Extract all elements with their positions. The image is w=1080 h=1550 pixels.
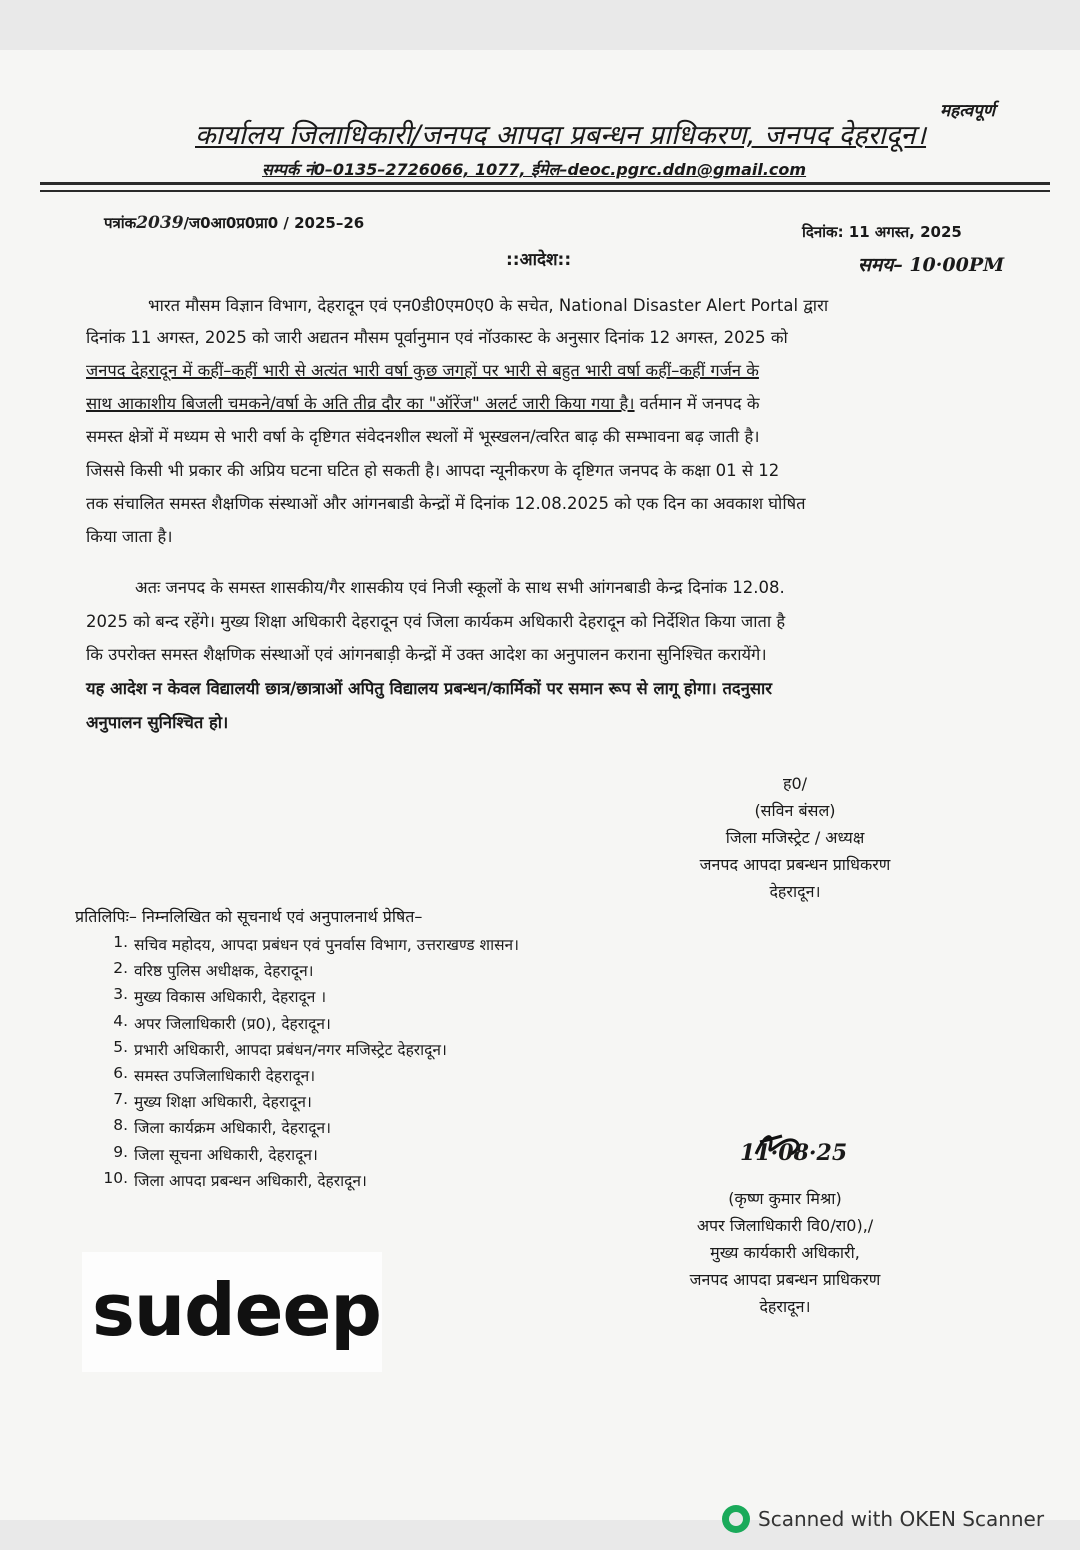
scanner-text: Scanned with OKEN Scanner (758, 1507, 1045, 1531)
cc-heading: प्रतिलिपिः– निम्नलिखित को सूचनार्थ एवं अनुपालनार्थ प्रेषित– (75, 907, 423, 926)
contact-line: सम्पर्क नं0–0135–2726066, 1077, ईमेल–deoc.pgrc.ddn@gmail.com (262, 160, 807, 179)
para1-line: किया जाता है। (86, 527, 173, 546)
signature-line: जनपद आपदा प्रबन्धन प्राधिकरण (689, 1270, 881, 1289)
signature-line: ह0/ (782, 774, 808, 793)
watermark-text: sudeep (92, 1268, 381, 1352)
signature-line: (कृष्ण कुमार मिश्रा) (728, 1189, 842, 1208)
signature-block-additional-dm (650, 1185, 920, 1320)
para1-line: जिससे किसी भी प्रकार की अप्रिय घटना घटित हो सकती है। आपदा न्यूनीकरण के दृष्टिगत जनपद के कक्षा 01 से 12 (86, 461, 780, 480)
cc-item-text: सचिव महोदय, आपदा प्रबंधन एवं पुनर्वास विभाग, उत्तराखण्ड शासन। (134, 936, 520, 954)
cc-item (100, 1064, 519, 1090)
signature-line: अपर जिलाधिकारी वि0/रा0),/ (696, 1216, 874, 1235)
cc-item (100, 933, 519, 959)
ref-prefix: पत्रांक (104, 214, 137, 232)
para2-line: अनुपालन सुनिश्चित हो। (86, 713, 229, 732)
cc-item-number: 7. (113, 1090, 128, 1109)
cc-item-text: जिला कार्यक्रम अधिकारी, देहरादून। (134, 1119, 332, 1138)
para1-line: जनपद देहरादून में कहीं–कहीं भारी से अत्यंत भारी वर्षा कुछ जगहों पर भारी से बहुत भारी वर्षा कहीं–कहीं गर्जन के (86, 361, 759, 380)
cc-item-text: जिला सूचना अधिकारी, देहरादून। (134, 1145, 318, 1164)
ref-suffix: /ज0आ0प्र0प्रा0 / 2025–26 (183, 214, 365, 232)
important-label: महत्वपूर्ण (940, 101, 996, 121)
para1-line: तक संचालित समस्त शैक्षणिक संस्थाओं और आंगनबाडी केन्द्रों में दिनांक 12.08.2025 को एक दिन का अवकाश घोषित (86, 494, 806, 513)
cc-item-text: वरिष्ठ पुलिस अधीक्षक, देहरादून। (134, 962, 314, 981)
signature-line: देहरादून। (769, 882, 821, 901)
reference-number (104, 213, 364, 233)
signature-date-scrawl: 11·08·25 (740, 1140, 848, 1166)
cc-item-number: 5. (113, 1037, 128, 1056)
order-date: दिनांक: 11 अगस्त, 2025 (802, 223, 962, 241)
cc-item-number: 2. (113, 959, 128, 978)
cc-item (100, 959, 519, 985)
para1-line: भारत मौसम विज्ञान विभाग, देहरादून एवं एन0डी0एम0ए0 के सचेत, National Disaster Alert Portal द्वारा (148, 296, 829, 315)
cc-item (100, 985, 519, 1011)
signature-line: (सविन बंसल) (754, 801, 836, 820)
office-title: कार्यालय जिलाधिकारी/जनपद आपदा प्रबन्धन प्राधिकरण, जनपद देहरादून। (195, 120, 927, 151)
scanner-logo-icon (722, 1505, 750, 1533)
cc-item-number: 10. (103, 1168, 128, 1187)
signature-line: मुख्य कार्यकारी अधिकारी, (710, 1243, 860, 1262)
scanner-badge (722, 1505, 1044, 1533)
para1-highlight: साथ आकाशीय बिजली चमकने/वर्षा के अति तीव्र दौर का "ऑरेंज" अलर्ट जारी किया गया है। (86, 394, 635, 413)
cc-item-text: प्रभारी अधिकारी, आपदा प्रबंधन/नगर मजिस्ट्रेट देहरादून। (134, 1040, 447, 1059)
para1-line (86, 391, 760, 414)
para2-line: यह आदेश न केवल विद्यालयी छात्र/छात्राओं अपितु विद्यालय प्रबन्धन/कार्मिकों पर समान रूप से लागू होगा। तदनुसार (86, 679, 773, 698)
cc-item-number: 9. (113, 1142, 128, 1161)
cc-item-text: मुख्य विकास अधिकारी, देहरादून । (134, 988, 327, 1007)
cc-item-number: 4. (113, 1011, 128, 1030)
order-heading: ::आदेश:: (506, 250, 572, 270)
header-rule (40, 182, 1050, 185)
para2-line: कि उपरोक्त समस्त शैक्षणिक संस्थाओं एवं आंगनबाड़ी केन्द्रों में उक्त आदेश का अनुपालन कराना सुनिश्चित करायेंगे। (86, 645, 767, 664)
header-rule (40, 190, 1050, 192)
signature-line: देहरादून। (759, 1297, 811, 1316)
para2-line: 2025 को बन्द रहेंगे। मुख्य शिक्षा अधिकारी देहरादून एवं जिला कार्यकम अधिकारी देहरादून को निर्देशित किया जाता है (86, 612, 786, 631)
cc-list (100, 933, 519, 1195)
cc-item (100, 1012, 519, 1038)
para1-line: समस्त क्षेत्रों में मध्यम से भारी वर्षा के दृष्टिगत संवेदनशील स्थलों में भूस्खलन/त्वरित बाढ़ की सम्भावना बढ़ जाती है। (86, 427, 760, 446)
cc-item-text: जिला आपदा प्रबन्धन अधिकारी, देहरादून। (134, 1171, 367, 1190)
cc-item-number: 6. (113, 1063, 128, 1082)
cc-item-text: मुख्य शिक्षा अधिकारी, देहरादून। (134, 1093, 312, 1112)
cc-item-number: 8. (113, 1116, 128, 1135)
cc-item (100, 1090, 519, 1116)
cc-item (100, 1169, 519, 1195)
cc-item-number: 1. (113, 933, 128, 951)
ref-handwritten-number: 2039 (136, 213, 184, 233)
cc-item (100, 1038, 519, 1064)
cc-item (100, 1116, 519, 1142)
cc-item (100, 1143, 519, 1169)
para1-tail: वर्तमान में जनपद के (634, 394, 760, 413)
cc-item-text: अपर जिलाधिकारी (प्र0), देहरादून। (134, 1014, 331, 1033)
order-time: समय– 10·00PM (858, 254, 1005, 276)
signature-line: जनपद आपदा प्रबन्धन प्राधिकरण (699, 855, 891, 874)
para1-line: दिनांक 11 अगस्त, 2025 को जारी अद्यतन मौसम पूर्वानुमान एवं नॉउकास्ट के अनुसार दिनांक 12 अगस्त, 2025 को (86, 328, 788, 347)
cc-item-number: 3. (113, 985, 128, 1004)
para2-line: अतः जनपद के समस्त शासकीय/गैर शासकीय एवं निजी स्कूलों के साथ सभी आंगनबाडी केन्द्र दिनांक 12.08. (135, 578, 785, 597)
cc-item-text: समस्त उपजिलाधिकारी देहरादून। (134, 1066, 316, 1085)
signature-block-district-magistrate (670, 770, 920, 905)
signature-line: जिला मजिस्ट्रेट / अध्यक्ष (725, 828, 865, 847)
